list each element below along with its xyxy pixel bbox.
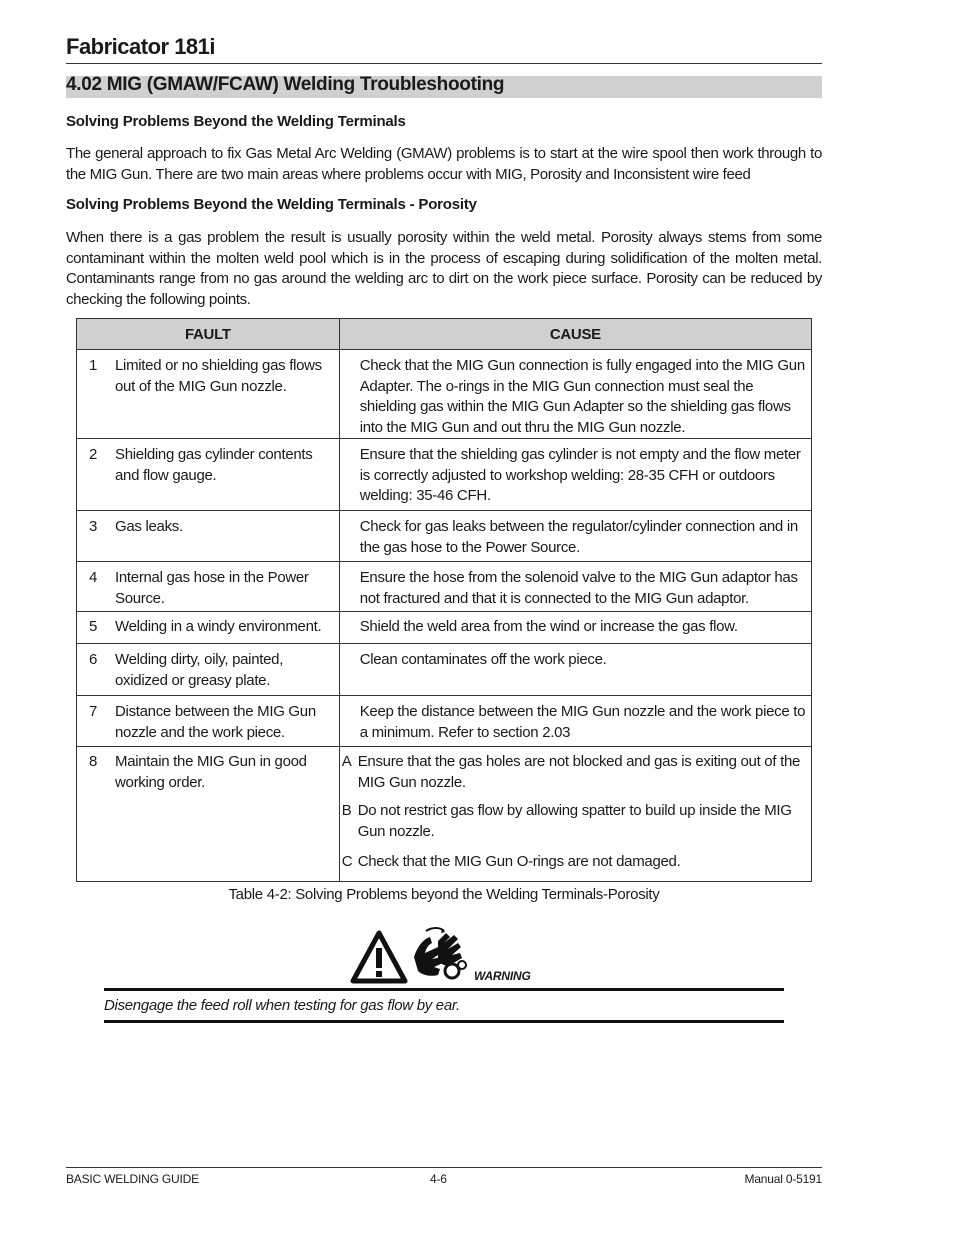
footer-rule — [66, 1167, 822, 1168]
fault-cell — [77, 696, 340, 747]
fault-cell — [77, 747, 340, 882]
cause-cell — [339, 747, 811, 882]
table-row — [77, 350, 812, 439]
warning-top-rule — [104, 988, 784, 991]
cause-column-header: CAUSE — [339, 319, 811, 350]
warning-triangle-icon — [350, 930, 408, 984]
document-title: Fabricator 181i — [66, 34, 216, 59]
sub-cause-letter: A — [341, 753, 352, 770]
footer-manual-number: Manual 0-5191 — [744, 1172, 822, 1186]
cause-text: Check that the MIG Gun connection is fully engaged into the MIG Gun Adapter. The o-rings in the MIG Gun connection must seal the shielding gas within the MIG Gun Adapter so the shielding gas flows into the MIG Gun and out thru the MIG Gun nozzle. — [359, 357, 805, 436]
fault-text: Maintain the MIG Gun in good working order. — [115, 753, 307, 791]
cause-cell — [339, 439, 811, 511]
sub-cause-letter: C — [341, 853, 353, 870]
title-rule — [66, 63, 822, 64]
porosity-paragraph: When there is a gas problem the result is usually porosity within the weld metal. Porosity always stems from some contaminant within the molten weld pool which is in the process of escaping during solidification of the molten metal. Contaminants range from no gas around the welding arc to dirt on the work piece surface. Porosity can be reduced by checking the following points. — [66, 229, 822, 308]
fault-text: Welding dirty, oily, painted, oxidized or greasy plate. — [115, 651, 284, 689]
sub-cause-item — [340, 852, 811, 873]
table-row — [77, 439, 812, 511]
footer-left: BASIC WELDING GUIDE — [66, 1172, 199, 1186]
table-header-row — [77, 319, 812, 350]
table-row — [77, 612, 812, 644]
porosity-fault-table — [76, 318, 812, 882]
row-number: 4 — [89, 569, 98, 586]
row-number: 6 — [89, 651, 98, 668]
cause-cell — [339, 562, 811, 612]
fault-cell — [77, 350, 340, 439]
fault-text: Distance between the MIG Gun nozzle and the work piece. — [115, 703, 316, 741]
fault-text: Limited or no shielding gas flows out of the MIG Gun nozzle. — [115, 357, 322, 395]
table-row — [77, 644, 812, 696]
sub-cause-item — [340, 752, 811, 793]
fault-text: Gas leaks. — [115, 518, 183, 535]
row-number: 1 — [89, 357, 98, 374]
row-number: 7 — [89, 703, 98, 720]
subheading-terminals: Solving Problems Beyond the Welding Terminals — [66, 113, 406, 130]
sub-cause-text: Check that the MIG Gun O-rings are not damaged. — [357, 853, 681, 870]
sub-cause-letter: B — [341, 802, 352, 819]
cause-text: Check for gas leaks between the regulator/cylinder connection and in the gas hose to the Power Source. — [359, 518, 798, 556]
sub-cause-text: Do not restrict gas flow by allowing spatter to build up inside the MIG Gun nozzle. — [357, 802, 792, 840]
hand-entanglement-icon — [408, 927, 470, 985]
table-row — [77, 511, 812, 562]
warning-label: WARNING — [474, 969, 531, 983]
cause-text: Clean contaminates off the work piece. — [359, 651, 607, 668]
cause-text: Shield the weld area from the wind or increase the gas flow. — [359, 618, 738, 635]
fault-text: Internal gas hose in the Power Source. — [115, 569, 309, 607]
sub-cause-item — [340, 801, 811, 842]
fault-cell — [77, 644, 340, 696]
cause-cell — [339, 696, 811, 747]
row-number: 2 — [89, 446, 98, 463]
section-title: 4.02 MIG (GMAW/FCAW) Welding Troubleshooting — [66, 74, 505, 95]
table-row — [77, 747, 812, 882]
warning-bottom-rule — [104, 1020, 784, 1023]
table-row — [77, 696, 812, 747]
footer-page-number: 4-6 — [430, 1172, 447, 1186]
table-caption: Table 4-2: Solving Problems beyond the Welding Terminals-Porosity — [228, 886, 660, 903]
cause-cell — [339, 644, 811, 696]
fault-column-header: FAULT — [77, 319, 340, 350]
cause-text: Ensure the hose from the solenoid valve to the MIG Gun adaptor has not fractured and that it is connected to the MIG Gun adaptor. — [359, 569, 798, 607]
row-number: 8 — [89, 753, 98, 770]
cause-cell — [339, 350, 811, 439]
row-number: 5 — [89, 618, 98, 635]
cause-cell — [339, 511, 811, 562]
fault-text: Shielding gas cylinder contents and flow gauge. — [115, 446, 313, 484]
fault-cell — [77, 511, 340, 562]
row-number: 3 — [89, 518, 98, 535]
fault-cell — [77, 612, 340, 644]
cause-text: Keep the distance between the MIG Gun nozzle and the work piece to a minimum. Refer to section 2.03 — [359, 703, 806, 741]
subheading-porosity: Solving Problems Beyond the Welding Terminals - Porosity — [66, 196, 477, 213]
warning-text: Disengage the feed roll when testing for gas flow by ear. — [104, 997, 460, 1014]
fault-cell — [77, 439, 340, 511]
table-row — [77, 562, 812, 612]
cause-text: Ensure that the shielding gas cylinder is not empty and the flow meter is correctly adjusted to workshop welding: 28-35 CFH or outdoors welding: 35-46 CFH. — [359, 446, 801, 504]
fault-cell — [77, 562, 340, 612]
sub-cause-text: Ensure that the gas holes are not blocked and gas is exiting out of the MIG Gun nozzle. — [357, 753, 801, 791]
fault-text: Welding in a windy environment. — [115, 618, 322, 635]
intro-paragraph: The general approach to fix Gas Metal Arc Welding (GMAW) problems is to start at the wire spool then work through to the MIG Gun. There are two main areas where problems occur with MIG, Porosity and Inconsistent wire feed — [66, 145, 822, 183]
cause-cell — [339, 612, 811, 644]
